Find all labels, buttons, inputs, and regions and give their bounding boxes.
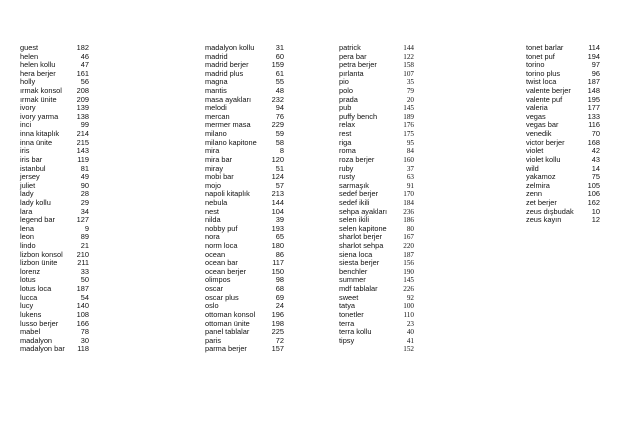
item-name: ottoman konsol [205, 309, 256, 319]
item-name: lindo [20, 241, 36, 251]
item-name: lucy [20, 301, 34, 311]
page-number: 215 [76, 137, 89, 147]
page-number: 167 [403, 233, 414, 242]
item-name: mobi bar [205, 172, 234, 182]
item-name: siena loca [339, 249, 373, 259]
page-number: 208 [76, 86, 89, 96]
page-number: 68 [275, 284, 284, 294]
page-number: 186 [403, 216, 414, 225]
page-number: 92 [406, 293, 414, 302]
page-number: 210 [76, 249, 89, 259]
page-number: 211 [77, 258, 89, 268]
item-name: madrid plus [205, 68, 244, 78]
page-number: 160 [403, 155, 414, 164]
page-number: 43 [591, 154, 600, 164]
page-number: 110 [403, 310, 414, 319]
page-number: 95 [406, 138, 414, 147]
page-number: 156 [403, 259, 414, 268]
page-number: 91 [406, 181, 414, 190]
page-number: 76 [275, 111, 284, 121]
item-name: istanbul [20, 163, 46, 173]
item-name: terra [339, 318, 355, 328]
item-name: iris [20, 146, 30, 156]
item-name: tonetler [339, 309, 364, 319]
page-number: 60 [275, 51, 284, 61]
item-name: mira bar [205, 154, 233, 164]
page-number: 84 [406, 147, 414, 156]
page-number: 159 [271, 60, 284, 70]
page-number: 107 [403, 69, 414, 78]
item-name: juliet [20, 180, 36, 190]
page-number: 78 [80, 327, 89, 337]
page-number: 184 [403, 198, 414, 207]
item-name: vegas [526, 111, 546, 121]
page-number: 80 [406, 224, 414, 233]
item-name: parma berjer [205, 344, 247, 354]
page-number: 9 [84, 223, 89, 233]
page-number: 42 [591, 146, 600, 156]
page-number: 20 [406, 95, 414, 104]
page-number: 58 [275, 137, 284, 147]
item-name: ivory yarma [20, 111, 59, 121]
item-name: madalyon bar [20, 344, 65, 354]
page-number: 220 [403, 242, 414, 251]
item-name: pırlanta [339, 68, 364, 78]
item-name: prada [339, 94, 358, 104]
item-name: olimpos [205, 275, 231, 285]
item-name: madalyon kollu [205, 43, 255, 52]
item-name: madalyon [20, 335, 53, 345]
page-number: 96 [591, 68, 600, 78]
page-number: 196 [271, 309, 284, 319]
page-number: 24 [275, 301, 284, 311]
page-number: 39 [275, 215, 284, 225]
page-number: 225 [271, 327, 284, 337]
page-number: 232 [271, 94, 284, 104]
page-number: 46 [80, 51, 89, 61]
page-number: 81 [80, 163, 89, 173]
item-name: oscar plus [205, 292, 239, 302]
page-number: 175 [403, 130, 414, 139]
page-number: 226 [403, 285, 414, 294]
item-name: pera bar [339, 51, 367, 61]
item-name: nora [205, 232, 220, 242]
item-name: ocean berjer [205, 266, 247, 276]
item-name: zenn [526, 189, 543, 199]
page-number: 30 [80, 335, 89, 345]
page-number: 195 [587, 94, 600, 104]
item-name: puffy bench [339, 111, 378, 121]
item-name: mercan [205, 111, 230, 121]
page-number: 100 [403, 302, 414, 311]
item-name: petra berjer [339, 60, 377, 70]
item-name: ırmak konsol [20, 86, 62, 96]
item-name: twist loca [526, 77, 557, 87]
page-number: 177 [587, 103, 600, 113]
page-number: 28 [80, 189, 89, 199]
page-number: 117 [272, 258, 284, 268]
item-name: mabel [20, 327, 41, 337]
item-name: tonet barlar [526, 43, 564, 52]
page-number: 187 [587, 77, 600, 87]
item-name: roza berjer [339, 154, 375, 164]
page-number: 97 [591, 60, 600, 70]
item-name: selen ikili [339, 215, 369, 225]
page-number: 72 [275, 335, 284, 345]
page-number: 12 [591, 215, 600, 225]
item-name: inci [20, 120, 32, 130]
item-name: sehpa ayakları [339, 206, 388, 216]
item-name: sedef berjer [339, 189, 379, 199]
page-number: 168 [587, 137, 600, 147]
item-name: ruby [339, 163, 354, 173]
item-name: valente berjer [526, 86, 571, 96]
page-number: 157 [271, 344, 284, 354]
item-name: selen kapitone [339, 223, 387, 233]
item-name: madrid berjer [205, 60, 249, 70]
page-number: 48 [275, 86, 284, 96]
item-name: lucca [20, 292, 38, 302]
page-number: 182 [76, 43, 89, 52]
page-number: 176 [403, 121, 414, 130]
page-number: 56 [80, 77, 89, 87]
item-name: hera berjer [20, 68, 56, 78]
item-name: ottoman ünite [205, 318, 250, 328]
page-number: 161 [76, 68, 89, 78]
item-name: yakamoz [526, 172, 556, 182]
page-number: 49 [80, 172, 89, 182]
item-name: relax [339, 120, 356, 130]
page-number: 145 [403, 276, 414, 285]
page-number: 133 [587, 111, 600, 121]
item-name: nilda [205, 215, 221, 225]
item-name: sharlot berjer [339, 232, 383, 242]
page-number: 143 [76, 146, 89, 156]
item-name: violet kollu [526, 154, 561, 164]
page-number: 86 [275, 249, 284, 259]
page-number: 54 [80, 292, 89, 302]
page-number: 37 [406, 164, 414, 173]
page-number: 94 [275, 103, 284, 113]
page-number: 59 [275, 129, 284, 139]
item-name: valeria [526, 103, 548, 113]
page-number: 148 [587, 86, 600, 96]
item-name: holly [20, 77, 36, 87]
page-number: 229 [271, 120, 284, 130]
item-name: lady kollu [20, 197, 51, 207]
item-name: patrick [339, 43, 361, 52]
item-name: pio [339, 77, 349, 87]
item-name: ocean [205, 249, 226, 259]
page-number: 214 [76, 129, 89, 139]
item-name: milano kapitone [205, 137, 257, 147]
page-number: 57 [275, 180, 284, 190]
page-number: 21 [80, 241, 89, 251]
item-name: lorenz [20, 266, 41, 276]
page-number: 187 [76, 284, 89, 294]
item-name: iris bar [20, 154, 43, 164]
item-name: inna kitaplık [20, 129, 60, 139]
item-name: tipsy [339, 335, 355, 345]
item-name: terra kollu [339, 327, 372, 337]
item-name: oscar [205, 284, 224, 294]
item-name: sharlot sehpa [339, 241, 384, 251]
page-number: 33 [80, 266, 89, 276]
item-name: pub [339, 103, 352, 113]
page-number: 122 [403, 52, 414, 61]
page-number: 158 [403, 61, 414, 70]
item-name: guest [20, 43, 39, 52]
page-number: 105 [587, 180, 600, 190]
item-name: zelmira [526, 180, 550, 190]
item-name: madrid [205, 51, 228, 61]
item-name: zet berjer [526, 197, 557, 207]
item-name: sarmaşık [339, 180, 369, 190]
item-name: lady [20, 189, 34, 199]
page-number: 63 [406, 173, 414, 182]
page-number: 150 [271, 266, 284, 276]
page-number: 98 [275, 275, 284, 285]
page-number: 35 [406, 78, 414, 87]
page-number: 90 [80, 180, 89, 190]
page-number: 75 [591, 172, 600, 182]
page-number: 47 [80, 60, 89, 70]
page-number: 190 [403, 267, 414, 276]
page-number: 69 [275, 292, 284, 302]
page-number: 29 [80, 197, 89, 207]
item-name: mojo [205, 180, 222, 190]
item-name: roma [339, 146, 356, 156]
item-name: nest [205, 206, 219, 216]
item-name: panel tablalar [205, 327, 250, 337]
page-number: 166 [76, 318, 89, 328]
page-number: 152 [403, 345, 414, 354]
page-number: 14 [591, 163, 600, 173]
page-number: 140 [76, 301, 89, 311]
item-name: venedik [526, 129, 552, 139]
page-number: 10 [591, 206, 600, 216]
item-name: lukens [20, 309, 42, 319]
page-number: 198 [271, 318, 284, 328]
item-name: lizbon ünite [20, 258, 58, 268]
item-name: paris [205, 335, 222, 345]
item-name: leon [20, 232, 34, 242]
item-name: helen kollu [20, 60, 56, 70]
item-name: wild [526, 163, 539, 173]
item-name: torino [526, 60, 545, 70]
page-number: 236 [403, 207, 414, 216]
page-number: 139 [76, 103, 89, 113]
item-name: magna [205, 77, 228, 87]
item-name: milano [205, 129, 227, 139]
page-number: 40 [406, 328, 414, 337]
page-number: 120 [271, 154, 284, 164]
page-number: 119 [77, 154, 89, 164]
page-number: 79 [406, 87, 414, 96]
item-name: valente puf [526, 94, 563, 104]
page-number: 145 [403, 104, 414, 113]
item-name: mdf tablalar [339, 284, 378, 294]
item-name: violet [526, 146, 544, 156]
page-number: 180 [271, 241, 284, 251]
page-number: 209 [76, 94, 89, 104]
page-number: 193 [271, 223, 284, 233]
item-name: melodi [205, 103, 227, 113]
page-number: 138 [76, 111, 89, 121]
page-number: 70 [591, 129, 600, 139]
item-name: polo [339, 86, 353, 96]
item-name: mantis [205, 86, 227, 96]
item-name: inna ünite [20, 137, 53, 147]
page-number: 194 [587, 51, 600, 61]
page-number: 61 [275, 68, 284, 78]
page-number: 144 [271, 197, 284, 207]
item-name: ocean bar [205, 258, 238, 268]
item-name: torino plus [526, 68, 561, 78]
item-name: rusty [339, 172, 356, 182]
item-name: helen [20, 51, 39, 61]
item-name: oslo [205, 301, 219, 311]
page-number: 213 [271, 189, 284, 199]
item-name: napoli kitaplık [205, 189, 250, 199]
page-number: 108 [76, 309, 89, 319]
page-number: 23 [406, 319, 414, 328]
item-name: zeus dışbudak [526, 206, 574, 216]
item-name: masa ayakları [205, 94, 252, 104]
item-name: nebula [205, 197, 228, 207]
page-number: 99 [80, 120, 89, 130]
item-name: jersey [20, 172, 40, 182]
page-number: 162 [587, 197, 600, 207]
item-name: sweet [339, 292, 359, 302]
page-number: 127 [76, 215, 89, 225]
page-number: 187 [403, 250, 414, 259]
item-name: vegas bar [526, 120, 559, 130]
page-number: 41 [406, 336, 414, 345]
page-number: 8 [279, 146, 284, 156]
item-name: lusso berjer [20, 318, 59, 328]
page-number: 51 [275, 163, 284, 173]
item-name: legend bar [20, 215, 55, 225]
page-number: 170 [403, 190, 414, 199]
item-name: mermer masa [205, 120, 251, 130]
item-name: lotus loca [20, 284, 52, 294]
item-name: lara [20, 206, 33, 216]
item-name: norm loca [205, 241, 238, 251]
page-number: 124 [271, 172, 284, 182]
item-name: lena [20, 223, 34, 233]
item-name: sedef ikili [339, 197, 370, 207]
item-name: benchler [339, 266, 368, 276]
page-number: 31 [275, 43, 284, 52]
page-number: 118 [77, 344, 89, 354]
item-name: victor berjer [526, 137, 565, 147]
page-number: 55 [275, 77, 284, 87]
page-number: 114 [588, 43, 600, 52]
item-name: lizbon konsol [20, 249, 63, 259]
item-name: ivory [20, 103, 36, 113]
page-number: 50 [80, 275, 89, 285]
item-name: riga [339, 137, 352, 147]
item-name: tonet puf [526, 51, 555, 61]
item-name: lotus [20, 275, 36, 285]
page-number: 116 [588, 120, 600, 130]
item-name: zeus kayın [526, 215, 562, 225]
item-name: mira [205, 146, 220, 156]
item-name: nobby puf [205, 223, 238, 233]
item-name: tatya [339, 301, 356, 311]
item-name: rest [339, 129, 352, 139]
page-number: 189 [403, 112, 414, 121]
page-number: 144 [403, 44, 414, 52]
item-name: ırmak ünite [20, 94, 57, 104]
item-name: summer [339, 275, 366, 285]
page-number: 65 [275, 232, 284, 242]
item-name: siesta berjer [339, 258, 380, 268]
page-number: 34 [80, 206, 89, 216]
page-number: 104 [271, 206, 284, 216]
page-number: 106 [587, 189, 600, 199]
page-number: 89 [80, 232, 89, 242]
item-name: miray [205, 163, 224, 173]
